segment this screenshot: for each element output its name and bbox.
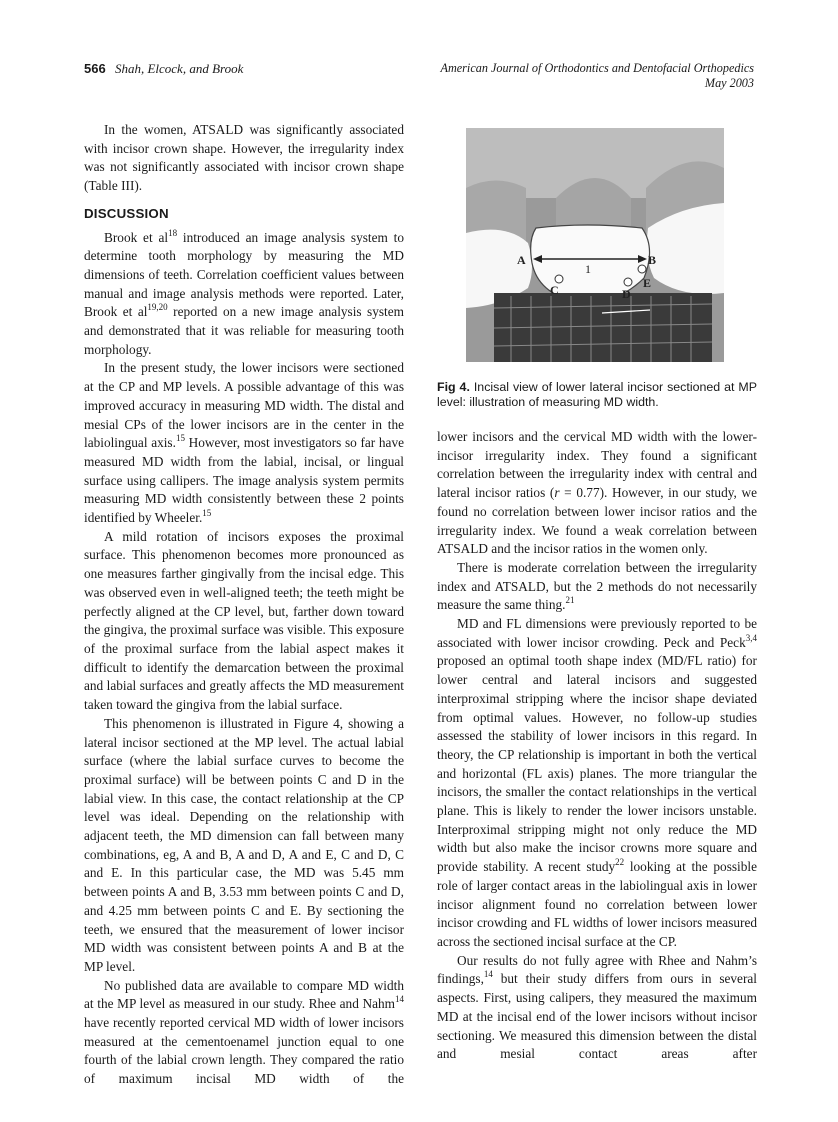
point-e-marker [638,265,646,273]
body-paragraph [437,952,757,1064]
label-e: E [643,276,652,290]
text-run: have recently reported cervical MD width of lower incisors measured at the cementoenamel junction equal to one fourth of the labial crown length. They compared the ratio of maximum incisal MD width of the [84,1015,404,1087]
text-run: introduced an image analysis system to determine tooth morphology by measuring the MD dimensions of teeth. Correlation coefficient values between manual and image analysis methods were reported. Later, Brook et al [84,229,404,320]
label-b: B [648,253,657,267]
running-header-right [441,61,754,91]
text-run: This phenomenon is illustrated in Figure 4, showing a lateral incisor sectioned at the MP level. The actual labial surface (where the labial surface curves to become the proximal surface) will be between points C and D in the labial view. In this case, the contact relationship at the CP level was ideal. Depending on the relationship with adjacent teeth, the MD dimension can fall between many combinations, eg, A and B, A and D, A and E, C and D, C and E. In this particular case, the MD was 5.45 mm between points A and B, 3.53 mm between points C and D, and 4.25 mm between points C and E. By sectioning the teeth, we ensured that the measurement of lower incisor MD width was consistent between points A and B at the MP level. [84,715,404,974]
body-paragraph [84,715,404,977]
text-run: but their study differs from ours in several aspects. First, using calipers, they measured the maximum MD at the incisal end of the lower incisors without incisor sectioning. We measured this dimension between the distal and mesial contact areas after [437,971,757,1062]
citation-superscript: 15 [202,508,212,519]
citation-superscript: 18 [168,227,178,238]
issue-date: May 2003 [704,76,754,90]
label-d: D [622,287,631,301]
citation-superscript: 22 [615,857,625,868]
figure-4-image [466,128,724,362]
section-heading [84,205,404,224]
text-run: MD and FL dimensions were previously reported to be associated with lower incisor crowding. Peck and Peck [437,616,757,650]
text-run: lower incisors and the cervical MD width with the lower-incisor irregularity index. They found a significant correlation between the irregularity index with central and lateral incisor ratios ( [437,429,757,501]
label-1: 1 [585,262,591,276]
journal-title: American Journal of Orthodontics and Dentofacial Orthopedics [440,61,754,75]
citation-superscript: 21 [565,595,575,606]
citation-superscript: 14 [483,969,493,980]
body-paragraph [437,615,757,952]
label-c: C [550,283,559,297]
text-run: DISCUSSION [84,205,169,221]
body-paragraph [437,428,757,559]
point-c-marker [555,275,563,283]
text-run: Brook et al [104,229,169,245]
text-run: looking at the possible role of larger contact areas in the labiolingual axis in lower incisor alignment found no correlation between lower incisor crowding and FL widths of lower incisors measured across the sectioned incisal surface at the CP. [437,859,757,949]
citation-superscript: 19,20 [147,302,168,313]
running-authors: Shah, Elcock, and Brook [114,61,244,76]
text-run: = 0.77). However, in our study, we found no correlation between lower incisor ratios and the irregularity index. We found a weak correlation between ATSALD and the incisor ratios in the women only. [437,485,757,557]
text-run: A mild rotation of incisors exposes the proximal surface. This phenomenon becomes more pronounced as one measures farther gingivally from the incisal edge. This was observed even in well-aligned teeth; the teeth might be perfectly aligned at the CP level, but, farther down toward the gingiva, the proximal surface was visible. This exposure of the proximal surface from the labial aspect makes it difficult to identify the demarcation between the proximal and labial surfaces and greatly affects the MD measurement taken toward the gingiva from the labial surface. [84,528,404,713]
text-run: r [554,485,560,501]
text-run: There is moderate correlation between the irregularity index and ATSALD, but the 2 methods do not necessarily measure the same thing. [437,559,757,613]
text-run: proposed an optimal tooth shape index (MD/FL ratio) for lower central and lateral incisors and suggested interproximal stripping where the incisor shape deviated from optimal values. However, no follow-up studies assessed the stability of lower incisors in this regard. In theory, the CP relationship is important in both the vertical and horizontal (FL axis) planes. The more triangular the incisors, the smaller the contact relationships in the vertical plane. This is likely to render the lower incisors unstable. Interproximal stripping might not only reduce the MD width but also make the incisor crowns more square and provide stability. A recent study [437,653,757,875]
text-run: In the women, ATSALD was significantly associated with incisor crown shape. However, the irregularity index was not significantly associated with incisor crown shape (Table III). [84,122,404,194]
citation-superscript: 14 [395,994,404,1005]
citation-superscript: 3,4 [745,632,757,643]
caption-label: Fig 4. [437,380,470,394]
text-run: No published data are available to compare MD width at the MP level as measured in our study. Rhee and Nahm [84,977,404,1012]
text-run: Our results do not fully agree with Rhee and Nahm’s findings, [437,952,757,987]
body-paragraph [84,229,404,360]
citation-superscript: 15 [175,433,185,444]
caption-text: Incisal view of lower lateral incisor sectioned at MP level: illustration of measuring MD width. [437,380,757,409]
body-paragraph [437,559,757,615]
text-run: reported on a new image analysis system and demonstrated that it was reliable for measuring tooth morphology. [84,304,404,357]
page-number: 566 [84,61,106,76]
figure-caption [437,380,757,410]
right-column [437,428,757,1064]
left-column [84,121,404,1089]
label-a: A [517,253,526,267]
text-run: However, most investigators so far have measured MD width from the labial, incisal, or lingual surface using callipers. The image analysis system permits measuring MD width consistently between these 2 points identified by Wheeler. [84,435,404,526]
body-paragraph [84,977,404,1089]
text-run: In the present study, the lower incisors were sectioned at the CP and MP levels. A possible advantage of this was improved accuracy in measuring MD width. The distal and mesial CPs of the lower incisors are in the center in the labiolingual axis. [84,360,404,451]
running-header-left [84,61,243,77]
body-paragraph [84,359,404,527]
body-paragraph [84,121,404,196]
body-paragraph [84,528,404,715]
point-d-marker [624,278,632,286]
